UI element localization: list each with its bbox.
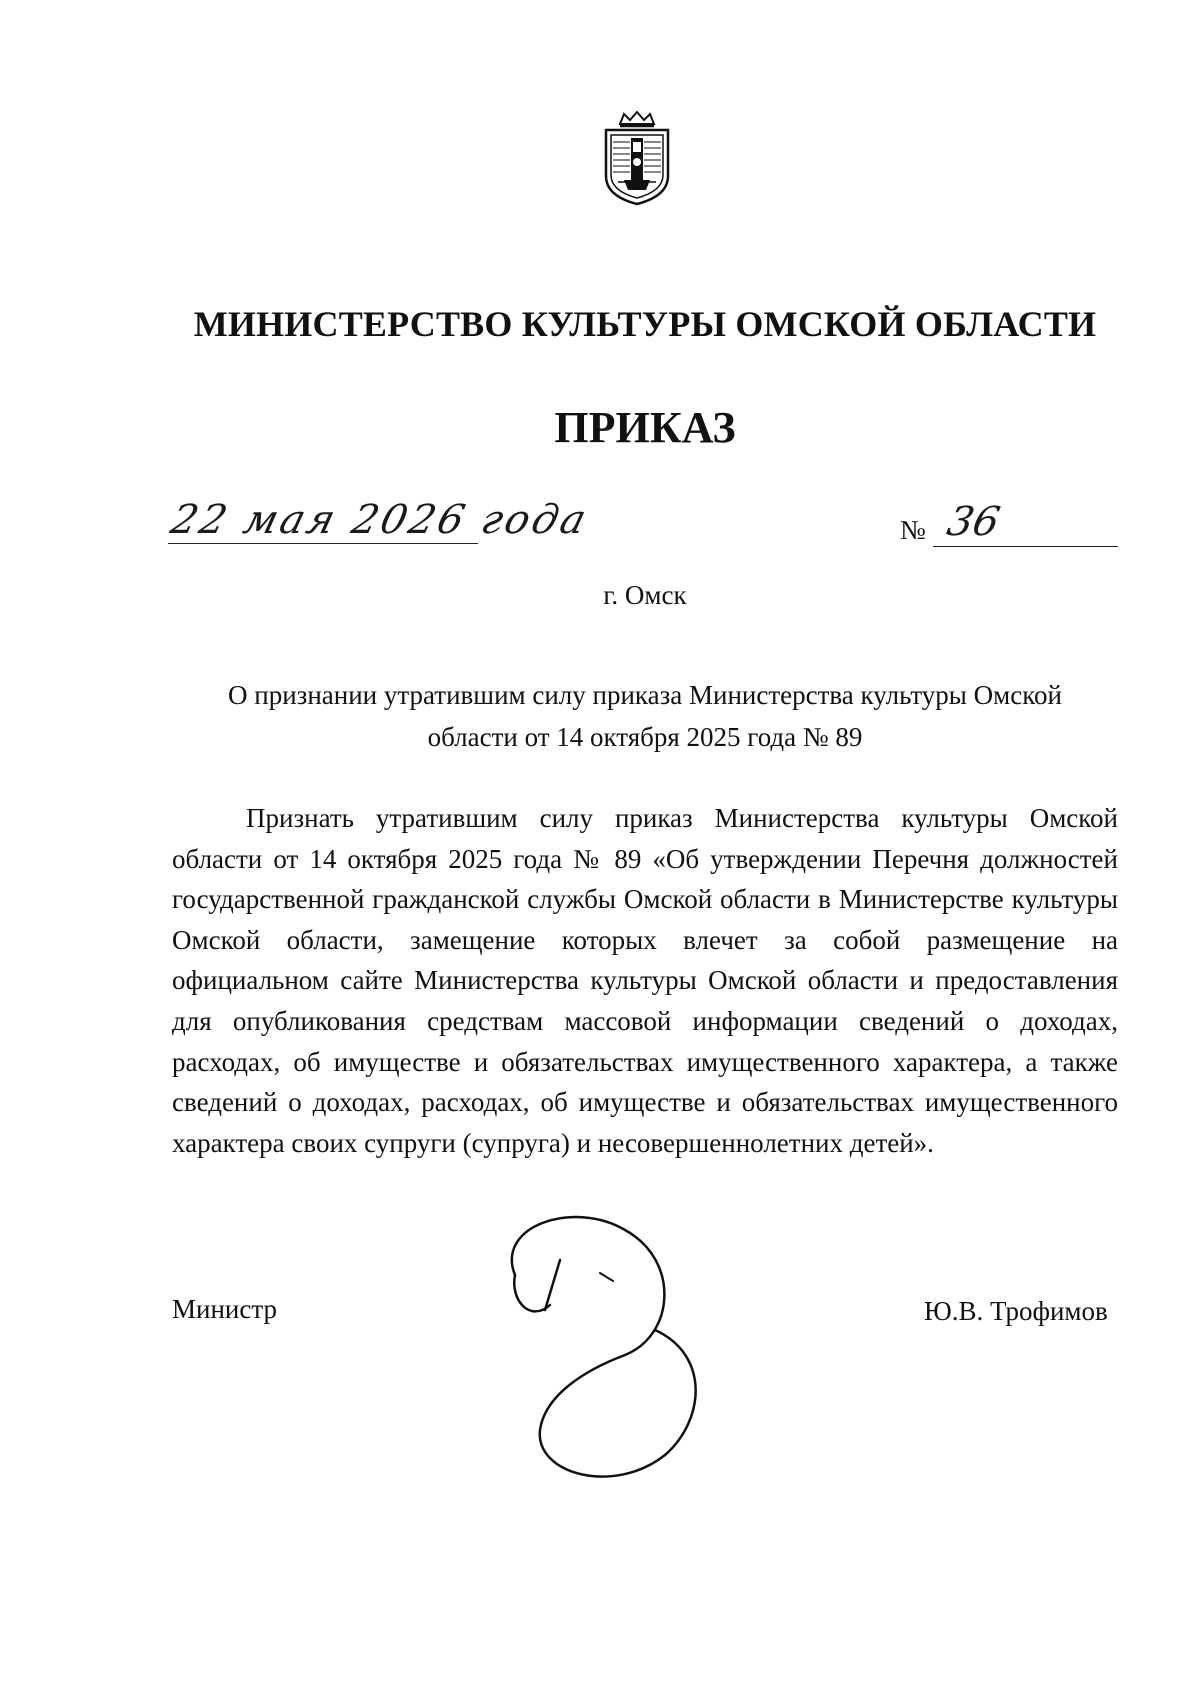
number-underline bbox=[933, 546, 1118, 547]
document-date: 22 мая 2026 года bbox=[166, 497, 594, 543]
document-type-title: ПРИКАЗ bbox=[554, 403, 736, 452]
signer-title: Министр bbox=[172, 1294, 277, 1324]
city-label: г. Омск bbox=[603, 580, 687, 610]
number-label: № bbox=[900, 515, 926, 545]
document-body: Признать утратившим силу приказ Министерства культуры Омской области от 14 октября 2025 года № 89 «Об утверждении Перечня должностей государственной гражданской службы Омской области в Министерстве культуры Омской области, замещение которых влечет за собой размещение на официальном сайте Министерства культуры Омской области и предоставления для опубликования средствам массовой информации сведений о доходах, расходах, об имуществе и обязательствах имущественного характера, а также сведений о доходах, расходах, об имуществе и обязательствах имущественного характера своих супруги (супруга) и несовершеннолетних детей». bbox=[172, 803, 1118, 1158]
signer-name: Ю.В. Трофимов bbox=[924, 1296, 1108, 1326]
omsk-coat-of-arms-icon bbox=[600, 110, 674, 206]
date-underline bbox=[168, 543, 478, 544]
document-subject: О признании утратившим силу приказа Министерства культуры Омской области от 14 октября 2025 года № 89 bbox=[228, 680, 1062, 752]
document-number: 36 bbox=[943, 499, 1004, 545]
ministry-title: МИНИСТЕРСТВО КУЛЬТУРЫ ОМСКОЙ ОБЛАСТИ bbox=[193, 304, 1097, 344]
handwritten-signature bbox=[505, 1205, 715, 1495]
